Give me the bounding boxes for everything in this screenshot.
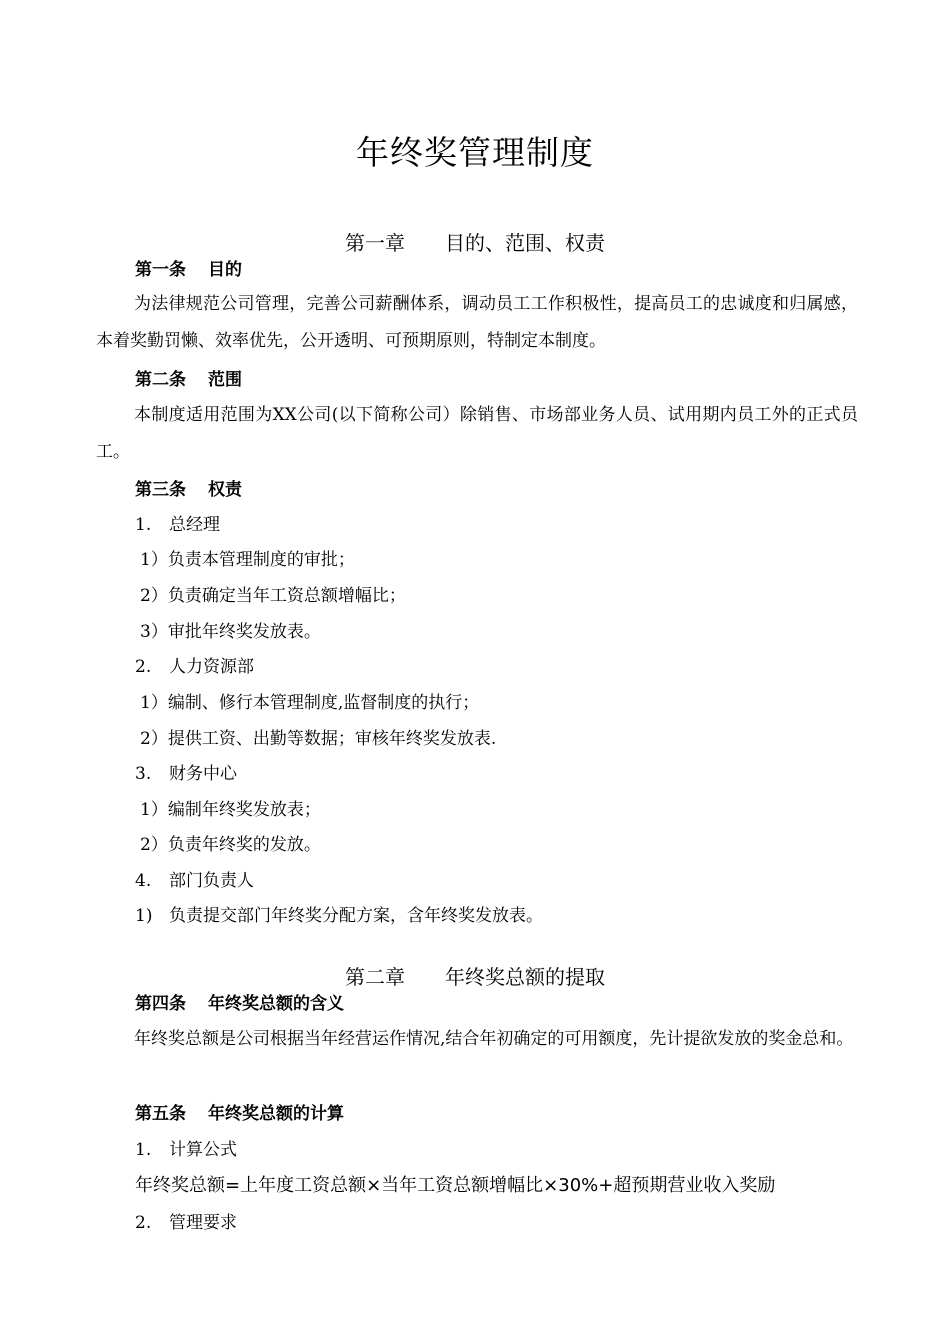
article-2-paragraph: 本制度适用范围为XX公司(以下简称公司）除销售、市场部业务人员、试用期内员工外的正式员工。 [96,405,858,462]
article-2-label: 第二条 [135,370,186,390]
article-1-title: 目的 [208,260,242,280]
role-number: 2. [135,657,152,677]
article-1-heading [135,257,242,283]
chapter-2-heading [0,962,950,992]
formula-line: 年终奖总额=上年度工资总额×当年工资总额增幅比×30%+超预期营业收入奖励 [135,1175,776,1196]
article-5-heading [135,1101,344,1127]
chapter-1-title: 目的、范围、权责 [445,231,605,255]
duty-item: 1）负责本管理制度的审批； [140,550,355,570]
article-4-title: 年终奖总额的含义 [208,994,344,1014]
article-4-paragraph: 年终奖总额是公司根据当年经营运作情况,结合年初确定的可用额度，先计提欲发放的奖金总和。 [134,1029,854,1049]
role-name: 总经理 [169,515,220,535]
duty-text: 负责提交部门年终奖分配方案，含年终奖发放表。 [169,906,543,926]
article-5-title: 年终奖总额的计算 [208,1104,344,1124]
role-name: 部门负责人 [169,871,254,891]
chapter-1-label: 第一章 [345,231,405,255]
duty-item: 2）负责年终奖的发放。 [140,835,321,855]
calc-item [135,1137,237,1163]
requirement-label: 管理要求 [169,1213,237,1233]
article-1-paragraph: 为法律规范公司管理，完善公司薪酬体系，调动员工工作积极性，提高员工的忠诚度和归属感，本着奖勤罚懒、效率优先，公开透明、可预期原则，特制定本制度。 [96,294,858,351]
role-name: 人力资源部 [169,657,254,677]
role-item [135,761,237,787]
article-3-heading [135,477,242,503]
article-3-label: 第三条 [135,480,186,500]
calc-label: 计算公式 [169,1140,237,1160]
role-number: 3. [135,764,152,784]
article-4-heading [135,991,344,1017]
role-item [135,868,254,894]
role-number: 4. [135,871,152,891]
role-number: 1. [135,515,152,535]
article-5-label: 第五条 [135,1104,186,1124]
article-3-title: 权责 [208,480,242,500]
requirement-number: 2. [135,1213,152,1233]
duty-item: 2）负责确定当年工资总额增幅比； [140,586,406,606]
role-name: 财务中心 [169,764,237,784]
duty-item: 1）编制、修行本管理制度,监督制度的执行； [140,693,480,713]
duty-item: 1）编制年终奖发放表； [140,800,321,820]
article-4-label: 第四条 [135,994,186,1014]
article-2-title: 范围 [208,370,242,390]
article-2-heading [135,367,242,393]
role-item [135,512,220,538]
duty-item: 3）审批年终奖发放表。 [140,622,321,642]
duty-number: 1) [135,906,153,926]
chapter-1-heading [0,228,950,258]
article-1-label: 第一条 [135,260,186,280]
role-item [135,654,254,680]
duty-item [135,903,543,929]
document-title: 年终奖管理制度 [356,133,594,172]
chapter-2-label: 第二章 [345,965,405,989]
chapter-2-title: 年终奖总额的提取 [445,965,605,989]
requirement-item [135,1210,237,1236]
calc-number: 1. [135,1140,152,1160]
duty-item: 2）提供工资、出勤等数据；审核年终奖发放表. [140,729,497,749]
